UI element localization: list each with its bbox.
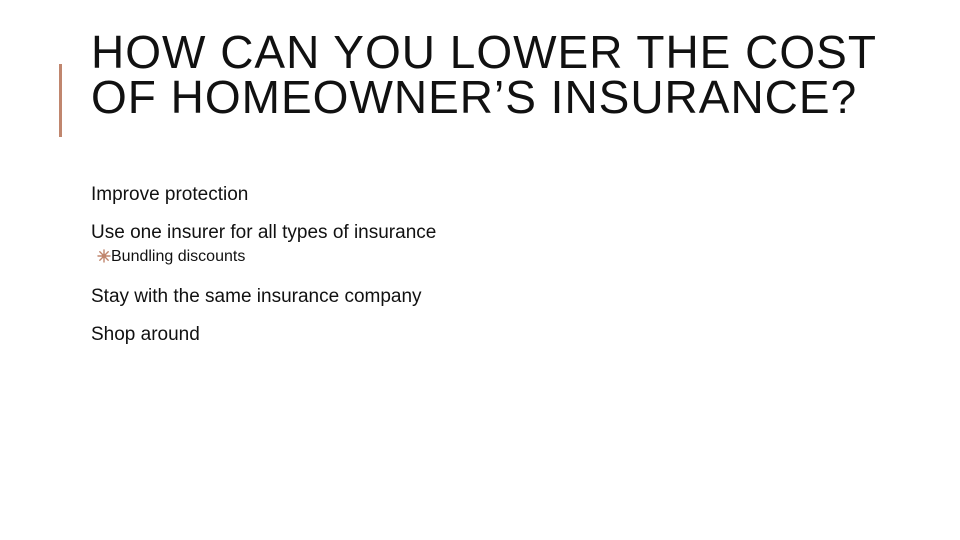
sub-bullet-list (91, 247, 891, 267)
asterisk-burst-icon (97, 249, 111, 263)
sub-bullet-text: Bundling discounts (111, 248, 246, 265)
title-accent-bar (59, 64, 62, 137)
bullet-item (91, 221, 891, 267)
bullet-item (91, 183, 891, 207)
bullet-item (91, 285, 891, 309)
sub-bullet-item (91, 247, 891, 267)
bullet-text: Improve protection (91, 184, 249, 205)
bullet-item (91, 323, 891, 347)
slide-title: HOW CAN YOU LOWER THE COST OF HOMEOWNER’S INSURANCE? (91, 26, 877, 123)
bullet-text: Use one insurer for all types of insurance (91, 222, 437, 243)
bullet-list (91, 183, 891, 347)
bullet-text: Stay with the same insurance company (91, 286, 422, 307)
bullet-text: Shop around (91, 324, 200, 345)
